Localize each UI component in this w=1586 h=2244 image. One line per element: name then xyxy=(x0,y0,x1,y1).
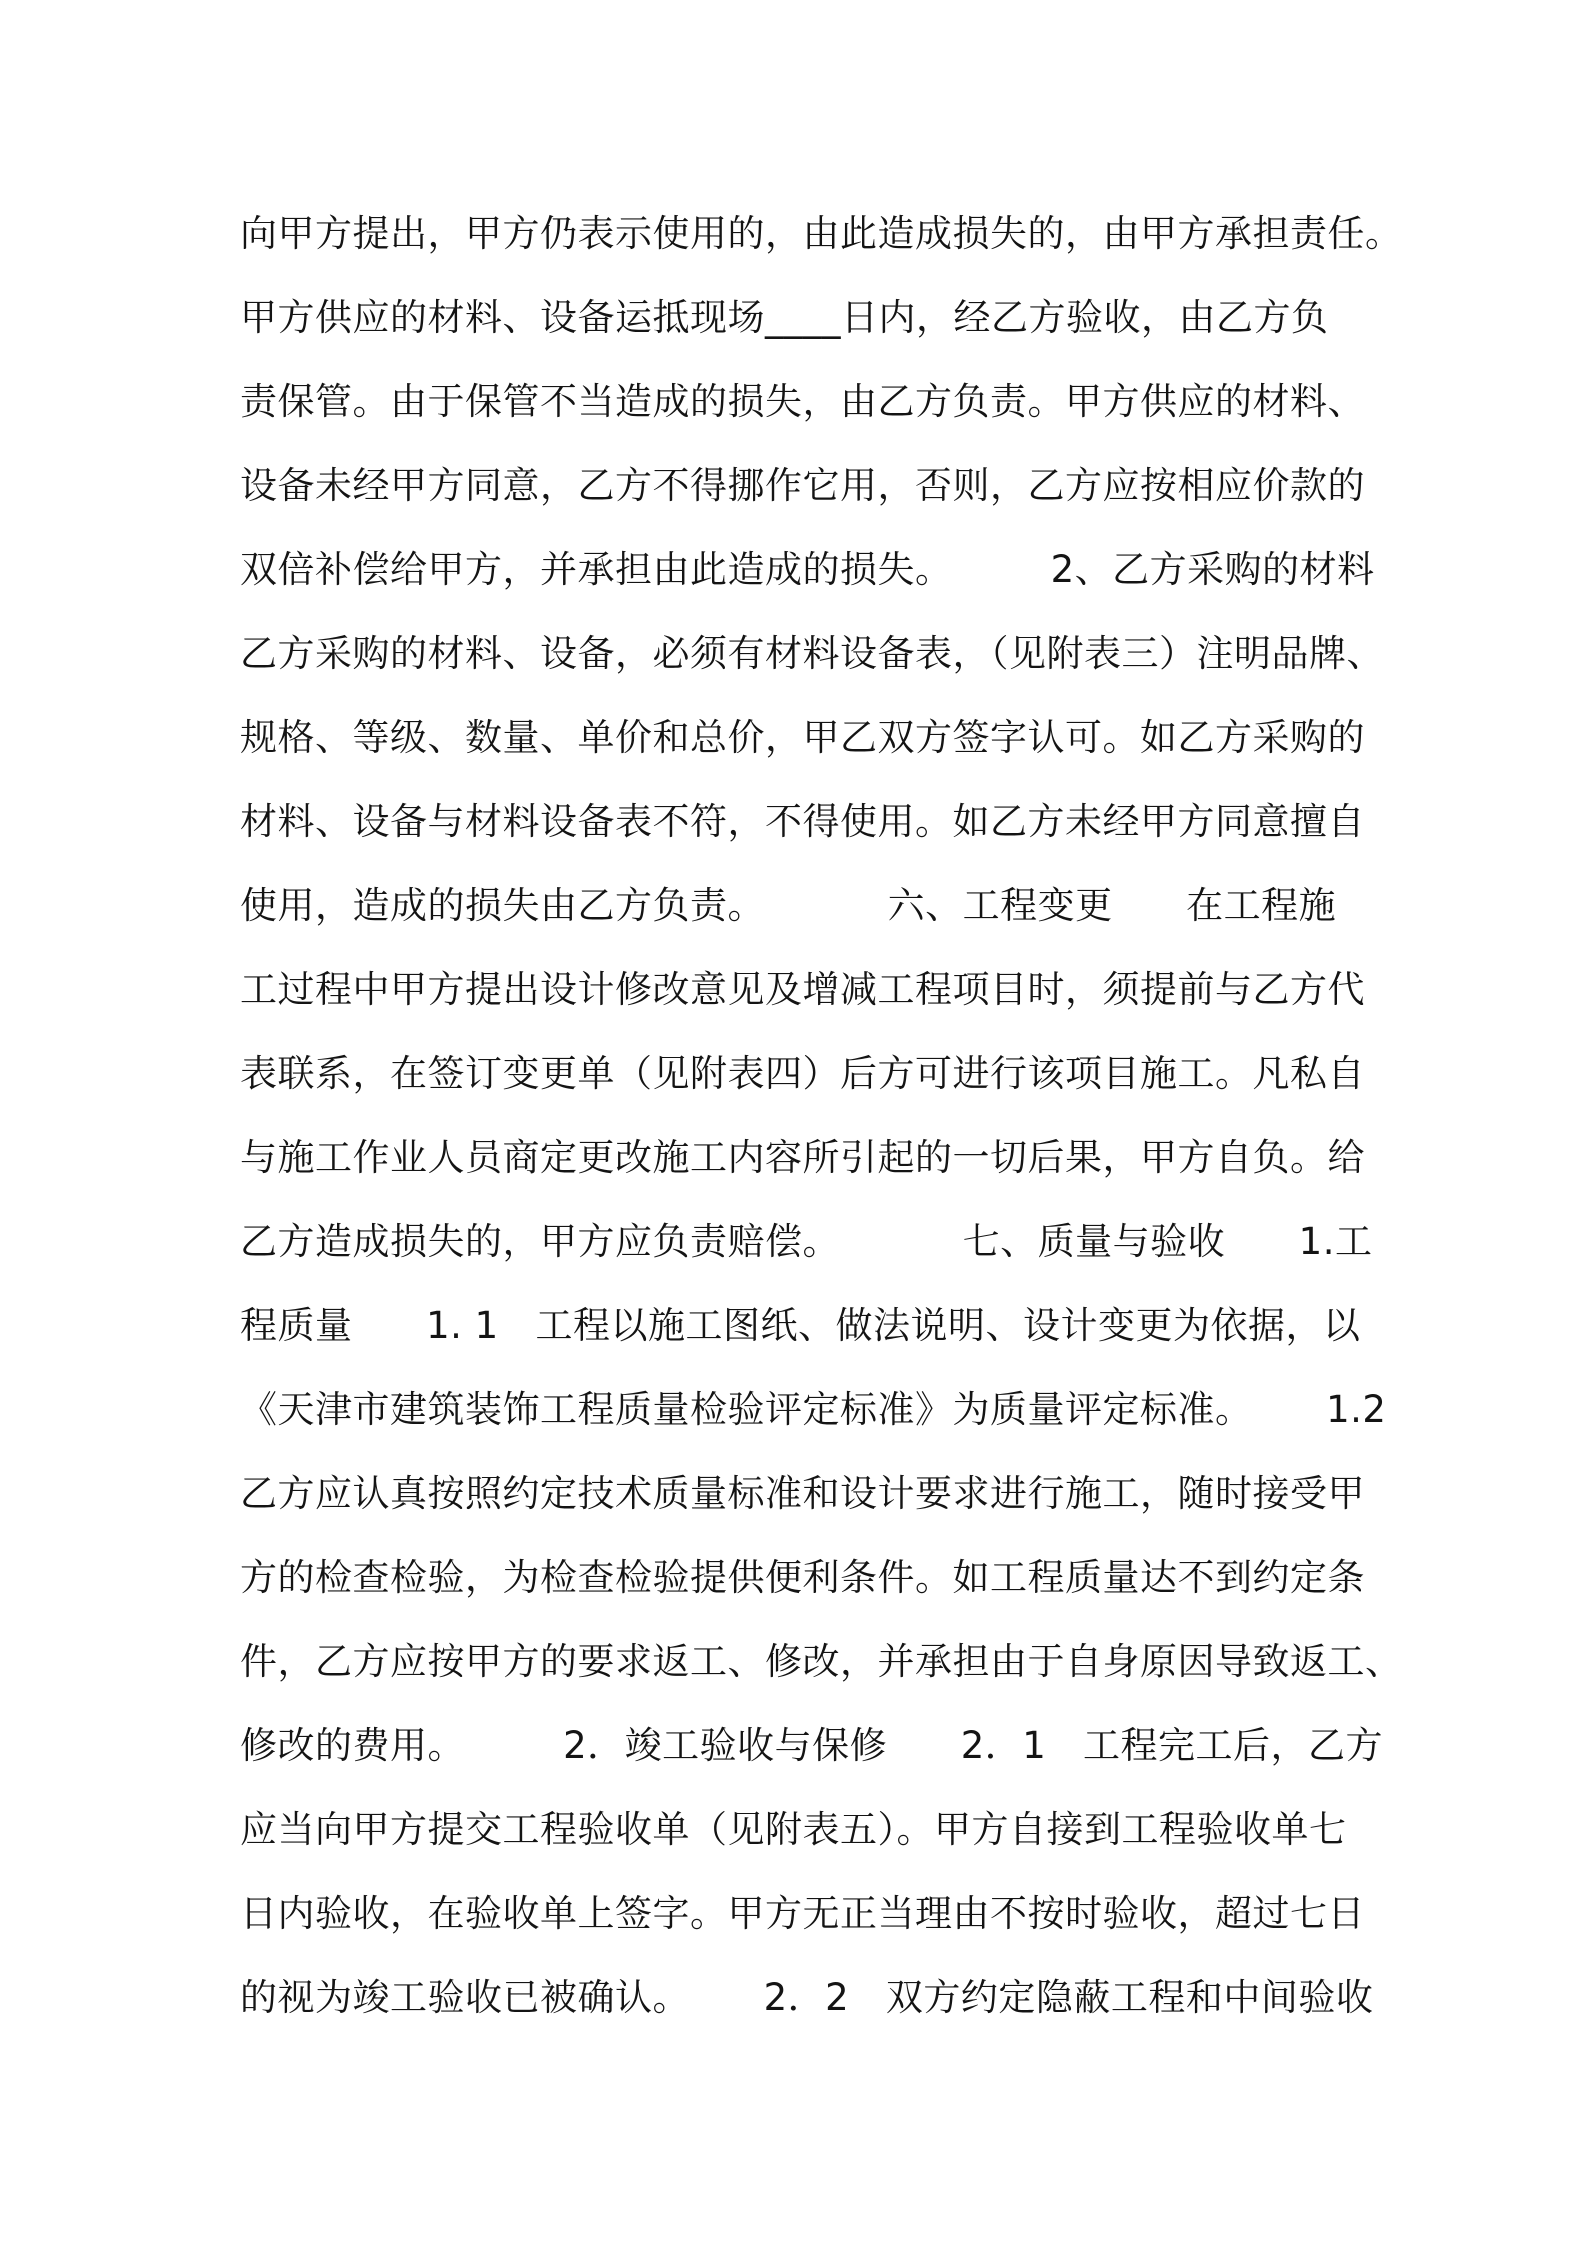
text-line: 应当向甲方提交工程验收单（见附表五）。甲方自接到工程验收单七 xyxy=(240,1808,1347,1851)
text-line: 工过程中甲方提出设计修改意见及增减工程项目时，须提前与乙方代 xyxy=(240,968,1365,1011)
text-line: 规格、等级、数量、单价和总价，甲乙双方签字认可。如乙方采购的 xyxy=(240,716,1365,759)
text-line: 双倍补偿给甲方，并承担由此造成的损失。 2、乙方采购的材料 xyxy=(240,548,1375,591)
contract-text-body xyxy=(240,192,1403,2040)
text-line: 《天津市建筑装饰工程质量检验评定标准》为质量评定标准。 1.2 xyxy=(240,1388,1387,1431)
text-line: 与施工作业人员商定更改施工内容所引起的一切后果，甲方自负。给 xyxy=(240,1136,1365,1179)
text-line: 责保管。由于保管不当造成的损失，由乙方负责。甲方供应的材料、 xyxy=(240,380,1365,423)
text-line: 材料、设备与材料设备表不符，不得使用。如乙方未经甲方同意擅自 xyxy=(240,800,1365,843)
text-line: 向甲方提出，甲方仍表示使用的，由此造成损失的，由甲方承担责任。 xyxy=(240,212,1403,255)
text-line: 乙方应认真按照约定技术质量标准和设计要求进行施工，随时接受甲 xyxy=(240,1472,1365,1515)
text-line: 表联系，在签订变更单（见附表四）后方可进行该项目施工。凡私自 xyxy=(240,1052,1365,1095)
text-line: 乙方采购的材料、设备，必须有材料设备表，（见附表三）注明品牌、 xyxy=(240,632,1384,675)
text-line: 修改的费用。 2．竣工验收与保修 2．1 工程完工后，乙方 xyxy=(240,1724,1384,1767)
text-line: 甲方供应的材料、设备运抵现场____日内，经乙方验收，由乙方负 xyxy=(240,296,1329,339)
text-line: 程质量 1. 1 工程以施工图纸、做法说明、设计变更为依据，以 xyxy=(240,1304,1361,1347)
text-line: 方的检查检验，为检查检验提供便利条件。如工程质量达不到约定条 xyxy=(240,1556,1365,1599)
text-line: 使用，造成的损失由乙方负责。 六、工程变更 在工程施 xyxy=(240,884,1337,927)
text-line: 件，乙方应按甲方的要求返工、修改，并承担由于自身原因导致返工、 xyxy=(240,1640,1403,1683)
text-line: 的视为竣工验收已被确认。 2．2 双方约定隐蔽工程和中间验收 xyxy=(240,1976,1374,2019)
text-line: 乙方造成损失的，甲方应负责赔偿。 七、质量与验收 1.工 xyxy=(240,1220,1373,1263)
text-line: 日内验收，在验收单上签字。甲方无正当理由不按时验收，超过七日 xyxy=(240,1892,1365,1935)
text-line: 设备未经甲方同意，乙方不得挪作它用，否则，乙方应按相应价款的 xyxy=(240,464,1365,507)
